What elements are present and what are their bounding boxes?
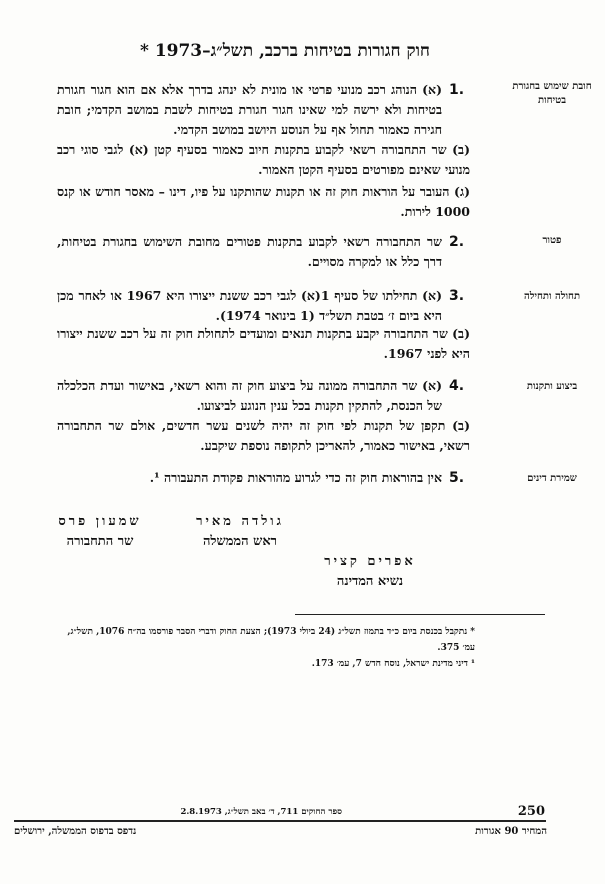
section-number-2: 2. xyxy=(449,234,465,250)
signature-president xyxy=(300,552,440,592)
section-3a: (א) תחילתו של סעיף 1(א) לגבי רכב ששנת ייצורו היא 1967 או לאחר מכן היא ביום ז׳ בטבת תשל״ד (1 בינואר 1974). xyxy=(57,288,442,323)
price-label: המחיר 90 אגורות xyxy=(475,826,547,837)
section-1a: (א) הנוהג רכב מנועי פרטי או מונית לא ינהג בדרך אלא אם הוא חגור חגורת בטיחות ולא ירשה למי שאינו חגור חגורת בטיחות לשבת במושב הקדמי; חובת חגירה כאמור תחול אף על הנוסע היושב במושב הקדמי. xyxy=(57,82,442,137)
margin-note-exemption: פטור xyxy=(542,235,562,246)
section-5: אין בהוראות חוק זה כדי לגרוע מהוראות פקודת התעבורה ¹. xyxy=(149,470,442,485)
pm-title: ראש הממשלה xyxy=(202,534,278,549)
footnote-1: ¹ דיני מדינת ישראל, נוסח חדש 7, עמ׳ 173. xyxy=(311,659,475,669)
signature-transport-minister xyxy=(30,512,170,552)
signature-prime-minister xyxy=(170,512,310,552)
page-number: 250 xyxy=(517,804,545,819)
section-number-5: 5. xyxy=(449,470,465,486)
footnote-divider xyxy=(295,614,545,615)
president-title: נשיא המדינה xyxy=(336,574,404,589)
section-number-4: 4. xyxy=(449,378,465,394)
footnote-star: * נתקבל בכנסת ביום כ״ד בתמוז תשל״ג (24 ביולי 1973); הצעת החוק ודברי הסבר פורסמו בה״ח 1076, תשל״ג, עמ׳ 375. xyxy=(67,627,475,653)
president-name: אפרים קציר xyxy=(324,554,416,569)
section-1b: (ב) שר התחבורה רשאי לקבוע בתקנות חיוב כאמור בסעיף קטן (א) לגבי סוגי רכב מנועי שאינם מפורטים בסעיף הקטן האמור. xyxy=(57,142,470,177)
section-number-3: 3. xyxy=(449,288,465,304)
printer-label: נדפס בדפוס הממשלה, ירושלים xyxy=(14,826,137,837)
margin-note-savings: שמירת דינים xyxy=(527,473,577,484)
section-number-1: 1. xyxy=(449,82,465,98)
law-title: חוק חגורות בטיחות ברכב, תשל״ג–1973 * xyxy=(140,41,430,61)
section-4b: (ב) תקפן של תקנות לפי חוק זה יהיה לשנים עשר חדשים, אולם שר התחבורה רשאי, באישור כאמור, להאריכן לתקופה נוספת שיקבע. xyxy=(57,418,470,453)
section-4a: (א) שר התחבורה ממונה על ביצוע חוק זה והוא רשאי, באישור ועדת הכלכלה של הכנסת, להתקין תקנות בכל ענין הנוגע לביצועו. xyxy=(57,378,442,413)
gazette-reference: ספר החוקים 711, ד׳ באב תשל״ג, 2.8.1973 xyxy=(180,807,342,817)
margin-note-execution: ביצוע ותקנות xyxy=(526,381,578,392)
footnotes xyxy=(60,624,475,672)
pm-name: גולדה מאיר xyxy=(196,514,284,529)
margin-note-seatbelt-obligation: חובת שימוש בחגורת בטיחות xyxy=(512,81,592,106)
section-3b: (ב) שר התחבורה יקבע בתקנות תנאים ומועדים לתחולת חוק זה על רכב ששנת ייצורו היא לפני 1967. xyxy=(57,326,470,361)
footer-divider xyxy=(14,820,546,822)
section-1c: (ג) העובר על הוראות חוק זה או תקנות שהותקנו על פיו, דינו – מאסר חודש או קנס 1000 לירות. xyxy=(57,184,470,219)
section-2: שר התחבורה רשאי לקבוע בתקנות פטורים מחובת השימוש בחגורת בטיחות, דרך כלל או למקרה מסויים. xyxy=(57,234,442,269)
transport-minister-title: שר התחבורה xyxy=(66,534,134,549)
transport-minister-name: שמעון פרס xyxy=(58,514,142,529)
margin-note-application: תחולה ותחילה xyxy=(523,291,581,302)
